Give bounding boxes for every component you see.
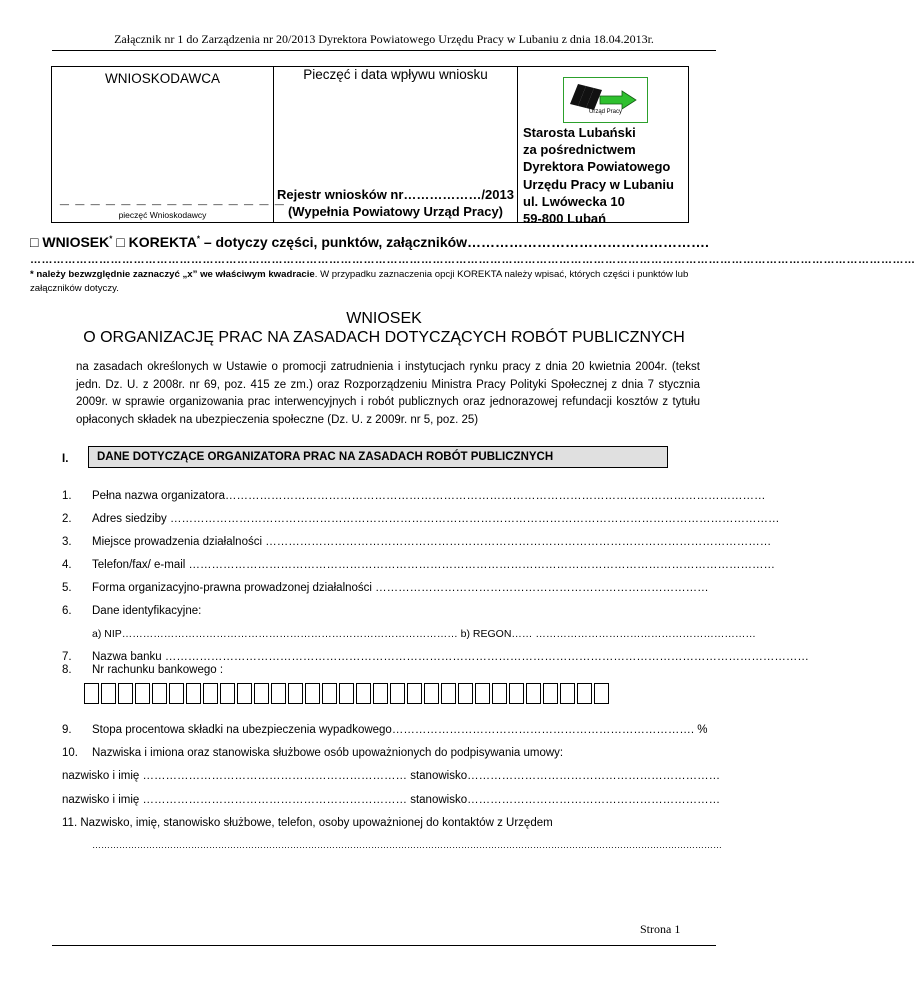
- bank-account-cells[interactable]: [84, 683, 611, 704]
- field-label: Nr rachunku bankowego :: [92, 664, 224, 676]
- account-digit-box[interactable]: [424, 683, 439, 704]
- address-line: za pośrednictwem: [523, 142, 636, 158]
- correction-details-field[interactable]: – dotyczy części, punktów, załączników…………………………………………….: [203, 234, 709, 250]
- account-digit-box[interactable]: [560, 683, 575, 704]
- field-number: 8.: [62, 664, 72, 676]
- field-label: Miejsce prowadzenia działalności ……………………………………………………………………………………………………………………: [92, 536, 772, 548]
- account-digit-box[interactable]: [390, 683, 405, 704]
- field-bank-account: [62, 664, 658, 676]
- address-line: 59-800 Lubań: [523, 211, 607, 227]
- footnote: [30, 268, 700, 296]
- account-digit-box[interactable]: [441, 683, 456, 704]
- office-logo: [563, 77, 648, 123]
- field-number: 5.: [62, 582, 72, 594]
- account-digit-box[interactable]: [203, 683, 218, 704]
- account-digit-box[interactable]: [186, 683, 201, 704]
- korekta-label: KOREKTA: [128, 234, 197, 250]
- field-bank-name[interactable]: [62, 651, 809, 663]
- account-digit-box[interactable]: [475, 683, 490, 704]
- logo-caption: Urząd Pracy: [588, 109, 622, 115]
- account-digit-box[interactable]: [492, 683, 507, 704]
- account-digit-box[interactable]: [509, 683, 524, 704]
- footnote-text: . W przypadku zaznaczenia opcji KOREKTA należy wpisać, których części i punktów lub załączników dotyczy.: [30, 269, 689, 294]
- field-number: 10.: [62, 747, 78, 759]
- field-label: Dane identyfikacyjne:: [92, 605, 202, 617]
- field-address[interactable]: [62, 513, 780, 525]
- field-nip-regon[interactable]: a) NIP…………………………………………………………………………………… b) REGON…… ………………………………………………………: [92, 628, 756, 640]
- field-number: 6.: [62, 605, 72, 617]
- field-number: 4.: [62, 559, 72, 571]
- wniosek-checkbox[interactable]: □: [30, 234, 39, 250]
- page-number: Strona 1: [640, 922, 681, 936]
- form-subtitle: O ORGANIZACJĘ PRAC NA ZASADACH DOTYCZĄCYCH ROBÓT PUBLICZNYCH: [83, 329, 685, 346]
- field-contact-person: 11. Nazwisko, imię, stanowisko służbowe, telefon, osoby upoważnionej do kontaktów z Urzędem: [62, 817, 553, 829]
- wniosek-label: WNIOSEK: [42, 234, 110, 250]
- account-digit-box[interactable]: [169, 683, 184, 704]
- legal-basis-paragraph: na zasadach określonych w Ustawie o promocji zatrudnienia i instytucjach rynku pracy z dnia 20 kwietnia 2004r. (tekst jedn. Dz. U. z 2008r. nr 69, poz. 415 ze zm.) oraz Rozporządzeniu Ministra Pracy Polityki Społecznej z dnia 7 stycznia 2009r. w sprawie organizowania prac interwencyjnych i robót publicznych oraz jednorazowej refundacji kosztów z tytułu opłaconych składek na ubezpieczenia społeczne (Dz. U. z 2009r. nr 5, poz. 25): [76, 361, 700, 426]
- box-divider: [517, 66, 518, 223]
- account-digit-box[interactable]: [288, 683, 303, 704]
- account-digit-box[interactable]: [220, 683, 235, 704]
- registry-line: Rejestr wniosków nr………………/2013: [277, 187, 514, 202]
- footnote-star: *: [109, 234, 113, 244]
- field-label: Telefon/fax/ e-mail ………………………………………………………………………………………………………………………………………: [92, 559, 776, 571]
- field-number: 1.: [62, 490, 72, 502]
- account-digit-box[interactable]: [84, 683, 99, 704]
- account-digit-box[interactable]: [118, 683, 133, 704]
- field-label: Nazwiska i imiona oraz stanowiska służbowe osób upoważnionych do podpisywania umowy:: [92, 747, 564, 759]
- account-digit-box[interactable]: [407, 683, 422, 704]
- field-number: 2.: [62, 513, 72, 525]
- korekta-checkbox[interactable]: □: [116, 234, 125, 250]
- recipient-address: [523, 124, 674, 227]
- account-digit-box[interactable]: [322, 683, 337, 704]
- account-digit-box[interactable]: [101, 683, 116, 704]
- account-digit-box[interactable]: [305, 683, 320, 704]
- account-digit-box[interactable]: [577, 683, 592, 704]
- account-digit-box[interactable]: [254, 683, 269, 704]
- field-legal-form[interactable]: [62, 582, 709, 594]
- account-digit-box[interactable]: [526, 683, 541, 704]
- account-digit-box[interactable]: [271, 683, 286, 704]
- registry-number: [274, 186, 517, 220]
- account-digit-box[interactable]: [594, 683, 609, 704]
- account-digit-box[interactable]: [135, 683, 150, 704]
- field-business-location[interactable]: [62, 536, 772, 548]
- document-header: Załącznik nr 1 do Zarządzenia nr 20/2013 Dyrektora Powiatowego Urzędu Pracy w Lubaniu z dnia 18.04.2013r.: [114, 32, 654, 46]
- footnote-bold: * należy bezwzględnie zaznaczyć „x” we właściwym kwadracie: [30, 269, 315, 280]
- address-line: Urzędu Pracy w Lubaniu: [523, 176, 674, 192]
- receipt-stamp-title: Pieczęć i data wpływu wniosku: [303, 67, 488, 82]
- section-title: DANE DOTYCZĄCE ORGANIZATORA PRAC NA ZASADACH ROBÓT PUBLICZNYCH: [97, 451, 554, 463]
- header-rule: [52, 50, 716, 51]
- address-line: ul. Lwówecka 10: [523, 193, 625, 209]
- field-number: 9.: [62, 724, 72, 736]
- footnote-star: *: [196, 234, 200, 244]
- type-selector: [30, 234, 709, 250]
- account-digit-box[interactable]: [458, 683, 473, 704]
- stamp-dashes: _ _ _ _ _ _ _ _ _ _ _ _ _ _ _: [60, 190, 285, 207]
- field-label: Forma organizacyjno-prawna prowadzonej działalności ……………………………………………………………………………: [92, 582, 709, 594]
- account-digit-box[interactable]: [543, 683, 558, 704]
- field-authorized-persons: [62, 747, 658, 759]
- field-contact[interactable]: [62, 559, 776, 571]
- footer-rule: [52, 945, 716, 946]
- form-title: WNIOSEK: [346, 310, 422, 327]
- account-digit-box[interactable]: [356, 683, 371, 704]
- account-digit-box[interactable]: [237, 683, 252, 704]
- field-authorized-person-1[interactable]: nazwisko i imię …………………………………………………………… stanowisko…………………………………………………………: [62, 770, 721, 782]
- field-accident-rate[interactable]: [62, 724, 708, 736]
- field-contact-person-input[interactable]: …………………………………………………………………………………………………………………………………………………………………………………………: [92, 840, 722, 850]
- correction-details-continuation[interactable]: ……………………………………………………………………………………………………………………………………………………………………………………………………………: [30, 254, 916, 266]
- account-digit-box[interactable]: [152, 683, 167, 704]
- field-label: Nazwa banku ……………………………………………………………………………………………………………………………………………………: [92, 651, 809, 663]
- field-number: 3.: [62, 536, 72, 548]
- field-label: Pełna nazwa organizatora……………………………………………………………………………………………………………………………: [92, 490, 766, 502]
- field-label: Adres siedziby ……………………………………………………………………………………………………………………………………………: [92, 513, 780, 525]
- account-digit-box[interactable]: [339, 683, 354, 704]
- field-number: 7.: [62, 651, 72, 663]
- field-full-name[interactable]: [62, 490, 766, 502]
- registry-note: (Wypełnia Powiatowy Urząd Pracy): [287, 204, 504, 219]
- address-line: Dyrektora Powiatowego: [523, 159, 671, 175]
- field-label: Stopa procentowa składki na ubezpieczenia wypadkowego……………………………………………………………………. %: [92, 724, 708, 736]
- stamp-label: pieczęć Wnioskodawcy: [118, 210, 207, 220]
- field-identification: [62, 605, 658, 617]
- section-number: I.: [62, 453, 69, 465]
- logo-icon: [564, 78, 647, 122]
- account-digit-box[interactable]: [373, 683, 388, 704]
- field-authorized-person-2[interactable]: nazwisko i imię …………………………………………………………… stanowisko…………………………………………………………: [62, 794, 721, 806]
- address-line: Starosta Lubański: [523, 125, 636, 140]
- applicant-title: WNIOSKODAWCA: [104, 71, 220, 86]
